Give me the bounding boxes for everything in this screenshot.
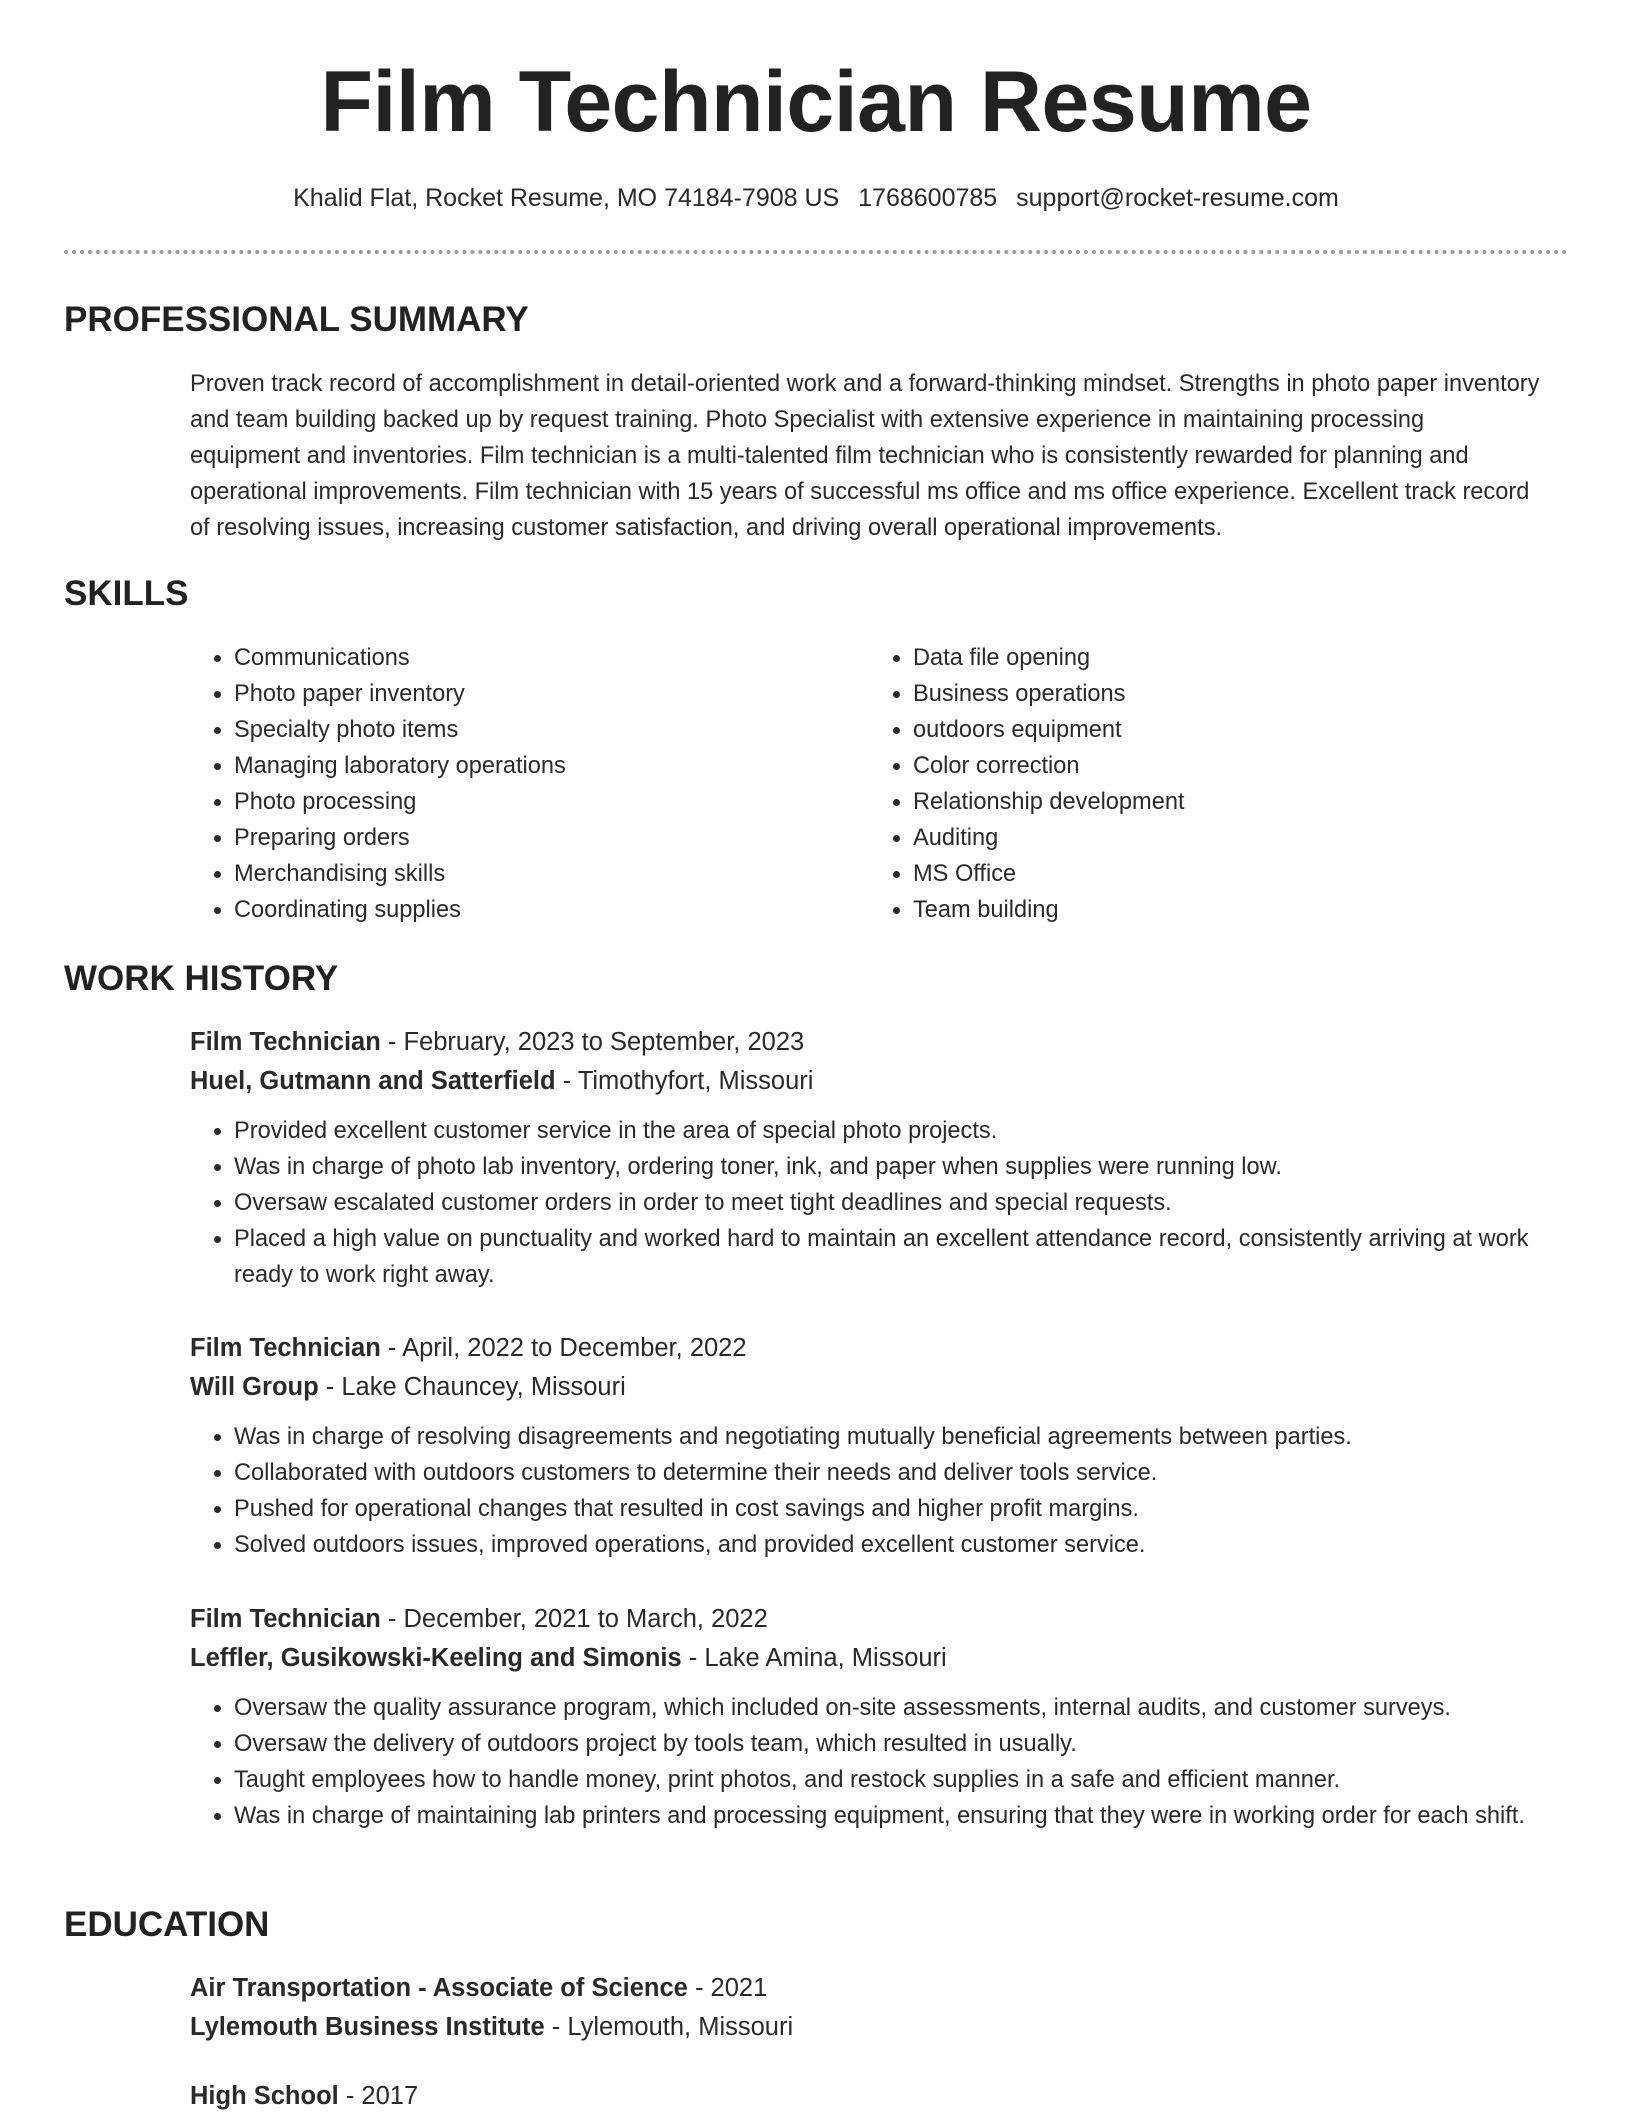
skill-item: • Communications xyxy=(234,640,810,676)
education-year: - 2017 xyxy=(338,2082,419,2110)
job-title-line xyxy=(190,1600,1560,1639)
skills-column-right xyxy=(869,640,1489,928)
job-bullet: • Oversaw the quality assurance program, which included on-site assessments, internal audits, and customer surveys. xyxy=(234,1690,1560,1726)
job-bullet: • Pushed for operational changes that resulted in cost savings and higher profit margins. xyxy=(234,1491,1560,1527)
job-company-line xyxy=(190,1368,1560,1407)
job-bullet: • Was in charge of maintaining lab printers and processing equipment, ensuring that they were in working order for each shift. xyxy=(234,1798,1560,1834)
education-degree: High School xyxy=(190,2082,339,2110)
skill-item: • Photo processing xyxy=(234,784,810,820)
job-company: Will Group xyxy=(190,1373,319,1401)
job-title-line xyxy=(190,1329,1560,1368)
skill-item: • Auditing xyxy=(913,820,1489,856)
skill-item: • Coordinating supplies xyxy=(234,892,810,928)
education-entry xyxy=(190,1969,1560,2047)
job-dates: - February, 2023 to September, 2023 xyxy=(380,1028,805,1056)
job-bullet: • Oversaw escalated customer orders in order to meet tight deadlines and special requests. xyxy=(234,1185,1560,1221)
section-title-work: WORK HISTORY xyxy=(64,959,339,998)
job-bullet: • Solved outdoors issues, improved operations, and provided excellent customer service. xyxy=(234,1527,1560,1563)
job-location: - Lake Amina, Missouri xyxy=(681,1644,947,1672)
job-role: Film Technician xyxy=(190,1028,381,1056)
job-role: Film Technician xyxy=(190,1334,381,1362)
job-company-line xyxy=(190,1639,1560,1678)
skill-item: • outdoors equipment xyxy=(913,712,1489,748)
skill-item: • Team building xyxy=(913,892,1489,928)
skill-item: • MS Office xyxy=(913,856,1489,892)
education-school: Lylemouth Business Institute xyxy=(190,2013,545,2041)
job-bullet: • Was in charge of resolving disagreements and negotiating mutually beneficial agreements between parties. xyxy=(234,1419,1560,1455)
job-title-line xyxy=(190,1023,1560,1062)
skill-item: • Business operations xyxy=(913,676,1489,712)
education-school-line xyxy=(190,2008,1560,2047)
education-location: - Lylemouth, Missouri xyxy=(544,2013,794,2041)
job-bullets xyxy=(190,1113,1560,1293)
job-bullet: • Was in charge of photo lab inventory, ordering toner, ink, and paper when supplies were running low. xyxy=(234,1149,1560,1185)
skill-item: • Photo paper inventory xyxy=(234,676,810,712)
skill-item: • Merchandising skills xyxy=(234,856,810,892)
job-dates: - April, 2022 to December, 2022 xyxy=(380,1334,747,1362)
job-dates: - December, 2021 to March, 2022 xyxy=(380,1605,768,1633)
skill-item: • Preparing orders xyxy=(234,820,810,856)
education-degree-line xyxy=(190,2077,1560,2116)
job-role: Film Technician xyxy=(190,1605,381,1633)
job-entry xyxy=(190,1329,1560,1563)
job-bullet: • Collaborated with outdoors customers to determine their needs and deliver tools service. xyxy=(234,1455,1560,1491)
education-degree-line xyxy=(190,1969,1560,2008)
skills-column-left xyxy=(190,640,810,928)
skill-item: • Managing laboratory operations xyxy=(234,748,810,784)
skill-item: • Data file opening xyxy=(913,640,1489,676)
job-entry xyxy=(190,1023,1560,1293)
contact-email: support@rocket-resume.com xyxy=(1016,184,1339,212)
job-bullets xyxy=(190,1419,1560,1563)
contact-address: Khalid Flat, Rocket Resume, MO 74184-7908 US xyxy=(293,184,840,212)
job-location: - Lake Chauncey, Missouri xyxy=(318,1373,626,1401)
education-degree: Air Transportation - Associate of Science xyxy=(190,1974,688,2002)
job-company-line xyxy=(190,1062,1560,1101)
job-bullet: • Provided excellent customer service in the area of special photo projects. xyxy=(234,1113,1560,1149)
skill-item: • Specialty photo items xyxy=(234,712,810,748)
summary-text: Proven track record of accomplishment in detail-oriented work and a forward-thinking mindset. Strengths in photo paper inventory and team building backed up by request training. Photo Specialist with extensive experience in maintaining processing equipment and inventories. Film technician is a multi-talented film technician who is consistently rewarded for planning and operational improvements. Film technician with 15 years of successful ms office and ms office experience. Excellent track record of resolving issues, increasing customer satisfaction, and driving overall operational improvements. xyxy=(190,371,1540,541)
skill-item: • Color correction xyxy=(913,748,1489,784)
job-bullet: • Oversaw the delivery of outdoors project by tools team, which resulted in usually. xyxy=(234,1726,1560,1762)
education-year: - 2021 xyxy=(687,1974,768,2002)
contact-phone: 1768600785 xyxy=(858,184,998,212)
header-divider xyxy=(64,250,1568,254)
contact-line xyxy=(0,180,1632,216)
education-entry xyxy=(190,2077,1560,2116)
skill-item: • Relationship development xyxy=(913,784,1489,820)
job-location: - Timothyfort, Missouri xyxy=(555,1067,814,1095)
job-company: Huel, Gutmann and Satterfield xyxy=(190,1067,556,1095)
job-bullet: • Placed a high value on punctuality and worked hard to maintain an excellent attendance record, consistently arriving at work ready to work right away. xyxy=(234,1221,1560,1293)
job-bullet: • Taught employees how to handle money, print photos, and restock supplies in a safe and efficient manner. xyxy=(234,1762,1560,1798)
section-title-summary: PROFESSIONAL SUMMARY xyxy=(64,300,529,339)
job-bullets xyxy=(190,1690,1560,1834)
job-entry xyxy=(190,1600,1560,1834)
resume-title: Film Technician Resume xyxy=(320,54,1312,150)
job-company: Leffler, Gusikowski-Keeling and Simonis xyxy=(190,1644,682,1672)
section-title-skills: SKILLS xyxy=(64,574,189,613)
section-title-education: EDUCATION xyxy=(64,1905,270,1944)
